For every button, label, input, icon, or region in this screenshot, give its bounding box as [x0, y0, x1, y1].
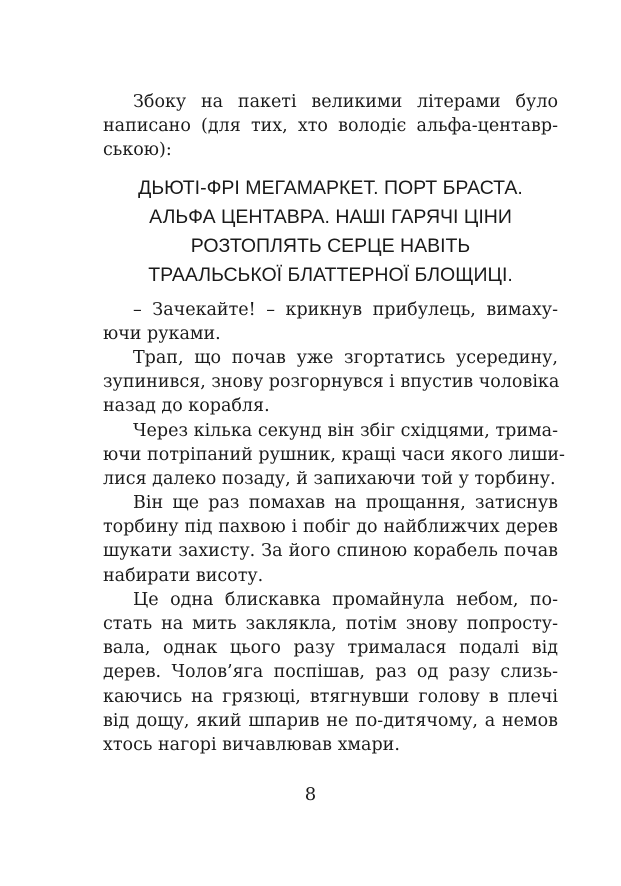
text-line: ючи потріпаний рушник, кращі часи якого лиши- — [103, 444, 565, 465]
sign-line: РОЗТОПЛЯТЬ СЕРЦЕ НАВІТЬ — [190, 234, 471, 257]
text-line: Трап, що почав уже згортатись усередину, — [133, 347, 558, 368]
page-number: 8 — [304, 784, 317, 805]
text-block — [103, 90, 565, 757]
text-line: набирати висоту. — [103, 565, 264, 586]
text-line: шукати захисту. За його спиною корабель почав — [103, 541, 558, 562]
text-line: ючи руками. — [103, 323, 221, 344]
text-line: – Зачекайте! – крикнув прибулець, вимаху- — [133, 299, 558, 320]
text-line: Через кілька секунд він збіг східцями, трима- — [133, 420, 558, 441]
text-line: назад до корабля. — [103, 396, 270, 417]
text-line: стать на мить заклякла, потім знову попросту- — [103, 614, 558, 634]
sign-line: ТРААЛЬСЬКОЇ БЛАТТЕРНОЇ БЛОЩИЦІ. — [148, 263, 513, 286]
text-line: вала, однак цього разу трималася подалі від — [103, 638, 558, 659]
sign-text — [103, 174, 558, 290]
text-line: лися далеко позаду, й запихаючи той у торбину. — [103, 468, 556, 489]
text-line: Збоку на пакеті великими літерами було — [133, 92, 558, 112]
text-line: ською): — [103, 140, 172, 161]
paragraph-1 — [103, 298, 558, 346]
sign-line: АЛЬФА ЦЕНТАВРА. НАШІ ГАРЯЧІ ЦІНИ — [149, 205, 512, 228]
text-line: Він ще раз помахав на прощання, затиснув — [133, 493, 558, 514]
paragraph-2 — [103, 346, 558, 419]
sign-line: ДЬЮТІ-ФРІ МЕГАМАРКЕТ. ПОРТ БРАСТА. — [138, 176, 523, 199]
intro-paragraph — [103, 90, 558, 163]
text-line: каючись на грязюці, втягнувши голову в плечі — [103, 686, 558, 707]
text-line: торбину під пахвою і побіг до найближчих дерев — [103, 517, 558, 538]
text-line: дерев. Чолов’яга поспішав, раз од разу слизь- — [103, 662, 558, 683]
paragraph-3 — [103, 419, 565, 492]
text-line: написано (для тих, хто володіє альфа-центавр- — [103, 116, 558, 137]
paragraph-5 — [103, 588, 558, 757]
text-line: від дощу, який шпарив не по-дитячому, а немов — [103, 710, 558, 731]
paragraph-4 — [103, 491, 558, 588]
text-line: хтось нагорі вичавлював хмари. — [103, 734, 400, 755]
text-line: зупинився, знову розгорнувся і впустив чоловіка — [103, 372, 560, 393]
text-line: Це одна блискавка промайнула небом, по- — [133, 589, 558, 610]
